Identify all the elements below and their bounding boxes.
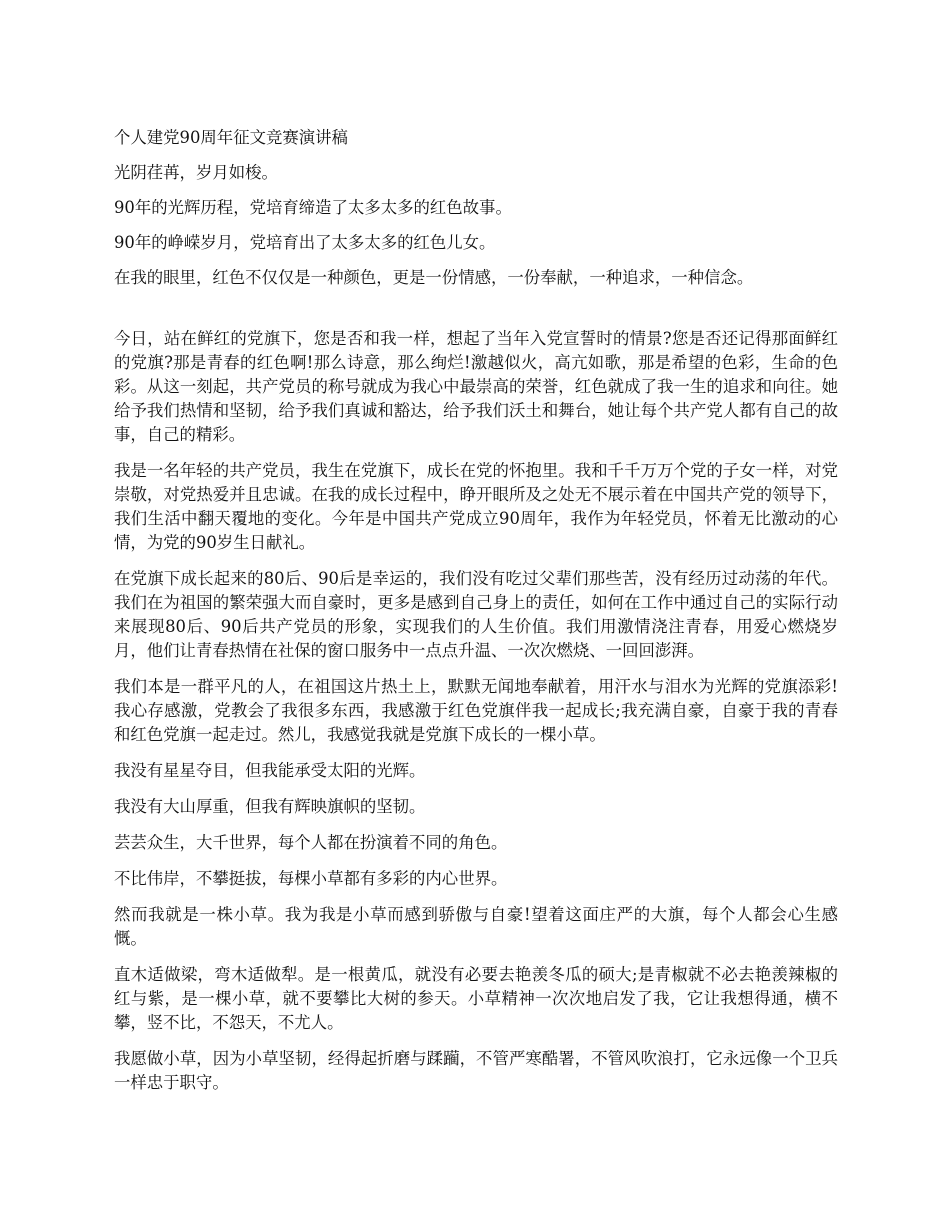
section-spacer [114, 301, 838, 327]
body-paragraph: 我们本是一群平凡的人，在祖国这片热土上，默默无闻地奉献着，用汗水与泪水为光辉的党旗添彩!我心存感激，党教会了我很多东西，我感激于红色党旗伴我一起成长;我充满自豪，自豪于我的青春和红色党旗一起走过。然儿，我感觉我就是党旗下成长的一棵小草。 [114, 677, 838, 744]
document-title: 个人建党90周年征文竞赛演讲稿 [114, 128, 348, 147]
body-paragraph: 芸芸众生，大千世界，每个人都在扮演着不同的角色。 [114, 833, 508, 852]
header-paragraph: 光阴荏苒，岁月如梭。 [114, 163, 278, 182]
body-paragraph: 我是一名年轻的共产党员，我生在党旗下，成长在党的怀抱里。我和千千万万个党的子女一样，对党崇敬，对党热爱并且忠诚。在我的成长过程中，睁开眼所及之处无不展示着在中国共产党的领导下，我们生活中翻天覆地的变化。今年是中国共产党成立90周年，我作为年轻党员，怀着无比激动的心情，为党的90岁生日献礼。 [114, 461, 838, 552]
header-paragraph: 90年的峥嵘岁月，党培育出了太多太多的红色儿女。 [114, 233, 496, 252]
body-paragraph: 我没有星星夺目，但我能承受太阳的光辉。 [114, 761, 426, 780]
body-paragraph: 在党旗下成长起来的80后、90后是幸运的，我们没有吃过父辈们那些苦，没有经历过动荡的年代。我们在为祖国的繁荣强大而自豪时，更多是感到自己身上的责任，如何在工作中通过自己的实际行动来展现80后、90后共产党员的形象，实现我们的人生价值。我们用激情浇注青春，用爱心燃烧岁月，他们让青春热情在社保的窗口服务中一点点升温、一次次燃烧、一回回澎湃。 [114, 569, 838, 660]
body-paragraph: 我没有大山厚重，但我有辉映旗帜的坚韧。 [114, 797, 426, 816]
header-paragraph: 90年的光辉历程，党培育缔造了太多太多的红色故事。 [114, 198, 512, 217]
body-paragraph: 我愿做小草，因为小草坚韧，经得起折磨与蹂躏，不管严寒酷署，不管风吹浪打，它永远像一个卫兵一样忠于职守。 [114, 1049, 838, 1092]
body-paragraph: 然而我就是一株小草。我为我是小草而感到骄傲与自豪!望着这面庄严的大旗，每个人都会心生感慨。 [114, 905, 838, 948]
body-paragraph: 不比伟岸，不攀挺拔，每棵小草都有多彩的内心世界。 [114, 869, 508, 888]
body-paragraph: 直木适做梁，弯木适做犁。是一根黄瓜，就没有必要去艳羡冬瓜的硕大;是青椒就不必去艳羡辣椒的红与紫，是一棵小草，就不要攀比大树的参天。小草精神一次次地启发了我，它让我想得通，横不攀，竖不比，不怨天，不尤人。 [114, 965, 838, 1032]
body-paragraph: 今日，站在鲜红的党旗下，您是否和我一样，想起了当年入党宣誓时的情景?您是否还记得那面鲜红的党旗?那是青春的红色啊!那么诗意，那么绚烂!激越似火，高亢如歌，那是希望的色彩，生命的色彩。从这一刻起，共产党员的称号就成为我心中最崇高的荣誉，红色就成了我一生的追求和向往。她给予我们热情和坚韧，给予我们真诚和豁达，给予我们沃土和舞台，她让每个共产党人都有自己的故事，自己的精彩。 [114, 329, 838, 444]
header-paragraph: 在我的眼里，红色不仅仅是一种颜色，更是一份情感，一份奉献，一种追求，一种信念。 [114, 268, 754, 287]
